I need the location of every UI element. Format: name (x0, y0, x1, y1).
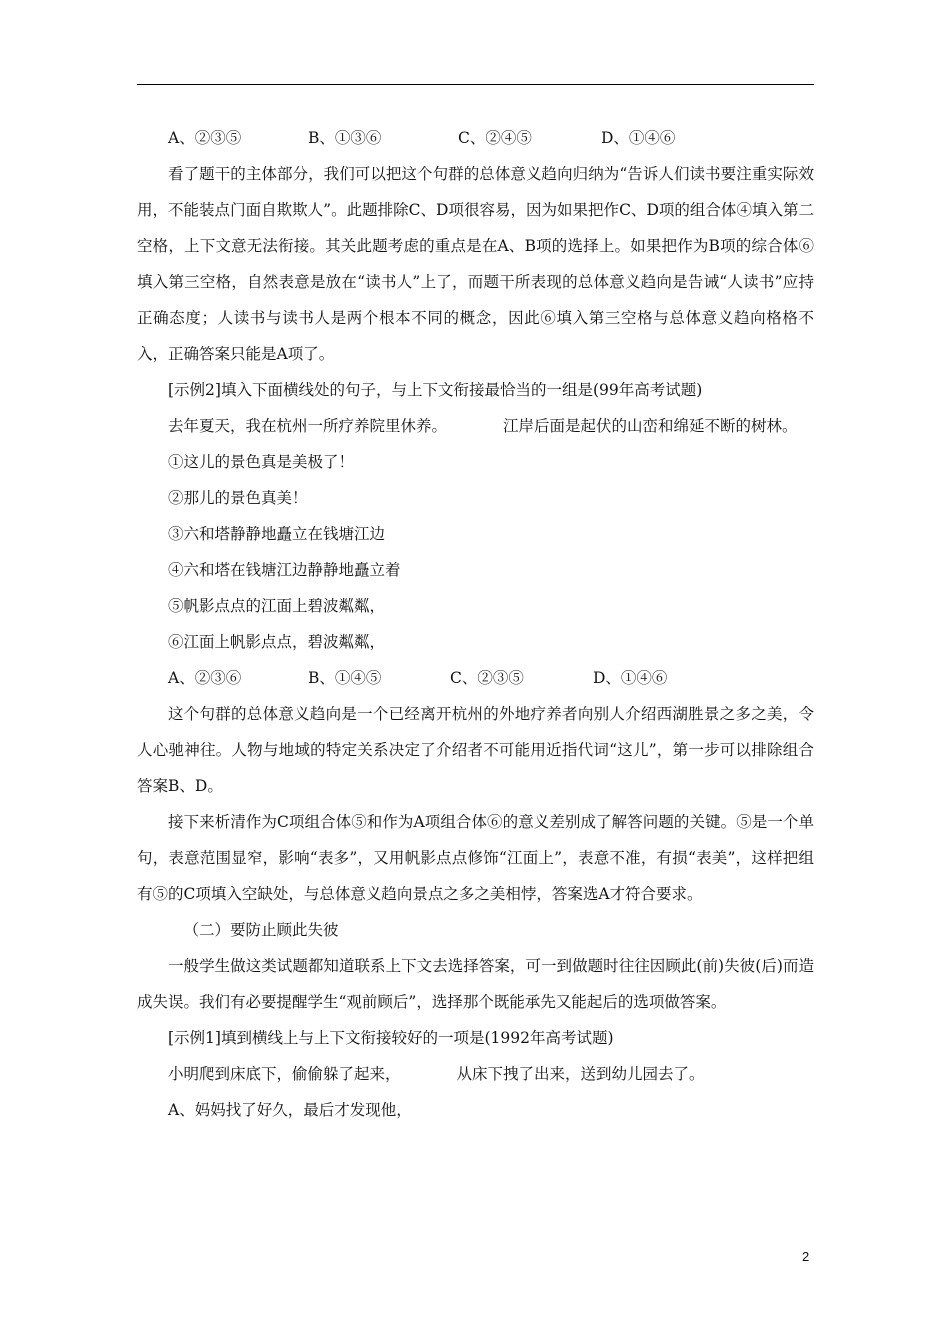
option: C、②④⑤ (458, 129, 532, 147)
question-text-after: 从床下拽了出来，送到幼儿园去了。 (456, 1065, 705, 1083)
analysis-paragraph-2: 这个句群的总体意义趋向是一个已经离开杭州的外地疗养者向别人介绍西湖胜景之多之美，令人心驰神往。人物与地域的特定关系决定了介绍者不可能用近指代词“这儿”，第一步可以排除组合答案B、D。 (137, 705, 814, 795)
question-text-before: 去年夏天，我在杭州一所疗养院里休养。 (168, 417, 448, 435)
analysis-paragraph-1: 看了题干的主体部分，我们可以把这个句群的总体意义趋向归纳为“告诉人们读书要注重实际效用，不能装点门面自欺欺人”。此题排除C、D项很容易，因为如果把作C、D项的组合体④填入第二空格，上下文意无法衔接。其关此题考虑的重点是在A、B项的选择上。如果把作为B项的综合体⑥填入第三空格，自然表意是放在“读书人”上了，而题干所表现的总体意义趋向是告诫“人读书”应持正确态度；人读书与读书人是两个根本不同的概念，因此⑥填入第三空格与总体意义趋向格格不入，正确答案只能是A项了。 (137, 165, 814, 363)
option: B、①④⑤ (308, 669, 382, 687)
example-1-question (137, 1056, 814, 1092)
option: C、②③⑤ (450, 669, 524, 687)
analysis-paragraph-4: 一般学生做这类试题都知道联系上下文去选择答案，可一到做题时往往因顾此(前)失彼(后)而造成失误。我们有必要提醒学生“观前顾后”，选择那个既能承先又能起后的选项做答案。 (137, 957, 814, 1011)
option: D、①④⑥ (593, 669, 668, 687)
list-item: ①这儿的景色真是美极了！ (168, 453, 355, 471)
question-text-before: 小明爬到床底下，偷偷躲了起来， (168, 1065, 401, 1083)
example-2-question (137, 408, 814, 444)
option: A、②③⑤ (168, 129, 242, 147)
list-item: ②那儿的景色真美！ (168, 489, 308, 507)
list-item: ③六和塔静静地矗立在钱塘江边 (168, 525, 386, 543)
option: D、①④⑥ (601, 129, 676, 147)
page-number: 2 (802, 1249, 810, 1264)
answer-options-2 (137, 660, 814, 696)
option: A、②③⑥ (168, 669, 242, 687)
list-item: ④六和塔在钱塘江边静静地矗立着 (168, 561, 401, 579)
example-2-prompt: [示例2]填入下面横线处的句子，与上下文衔接最恰当的一组是(99年高考试题) (168, 381, 703, 399)
list-item: ⑥江面上帆影点点，碧波粼粼， (168, 633, 386, 651)
option-a: A、妈妈找了好久，最后才发现他， (168, 1101, 412, 1119)
header-rule (137, 84, 814, 85)
question-text-after: 江岸后面是起伏的山峦和绵延不断的树林。 (503, 417, 798, 435)
option: B、①③⑥ (308, 129, 382, 147)
example-1-prompt: [示例1]填到横线上与上下文衔接较好的一项是(1992年高考试题) (168, 1029, 614, 1047)
list-item: ⑤帆影点点的江面上碧波粼粼， (168, 597, 386, 615)
page-body (137, 120, 814, 1128)
analysis-paragraph-3: 接下来析清作为C项组合体⑤和作为A项组合体⑥的意义差别成了解答问题的关键。⑤是一个单句，表意范围显窄，影响“表多”，又用帆影点点修饰“江面上”，表意不准，有损“表美”，这样把组有⑤的C项填入空缺处，与总体意义趋向景点之多之美相悖，答案选A才符合要求。 (137, 813, 814, 903)
answer-options-1 (137, 120, 814, 156)
section-heading: （二）要防止顾此失彼 (183, 921, 339, 939)
